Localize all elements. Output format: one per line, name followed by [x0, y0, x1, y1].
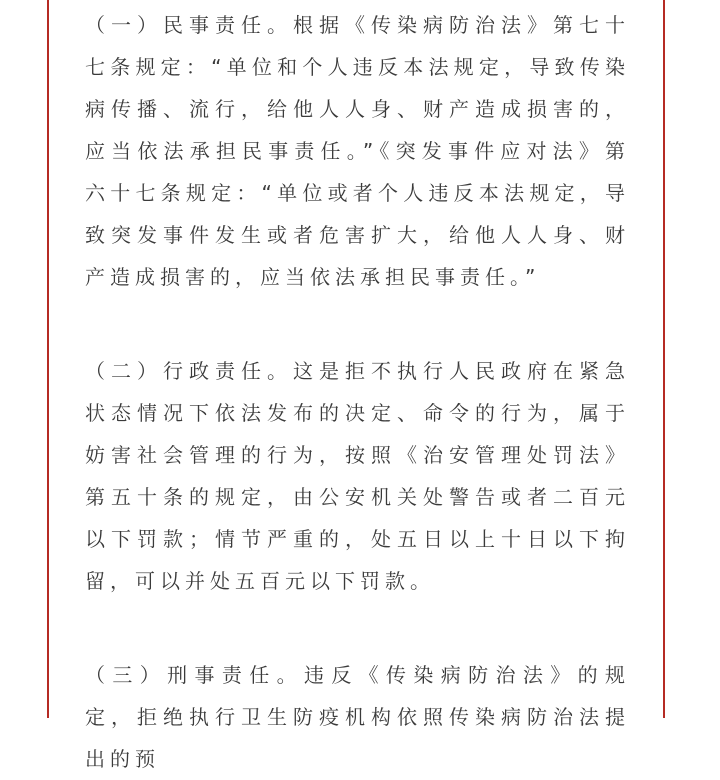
article-content — [85, 4, 630, 780]
article-frame — [47, 0, 665, 771]
paragraph-administrative-liability: （二）行政责任。这是拒不执行人民政府在紧急状态情况下依法发布的决定、命令的行为，属于妨害社会管理的行为，按照《治安管理处罚法》第五十条的规定，由公安机关处警告或者二百元以下罚款；情节严重的，处五日以上十日以下拘留，可以并处五百元以下罚款。 — [85, 359, 630, 593]
paragraph-criminal-liability: （三）刑事责任。违反《传染病防治法》的规定，拒绝执行卫生防疫机构依照传染病防治法提出的预 — [85, 663, 630, 771]
paragraph-civil-liability: （一）民事责任。根据《传染病防治法》第七十七条规定：“单位和个人违反本法规定，导致传染病传播、流行，给他人人身、财产造成损害的，应当依法承担民事责任。”《突发事件应对法》第六十七条规定：“单位或者个人违反本法规定，导致突发事件发生或者危害扩大，给他人人身、财产造成损害的，应当依法承担民事责任。” — [85, 13, 630, 289]
